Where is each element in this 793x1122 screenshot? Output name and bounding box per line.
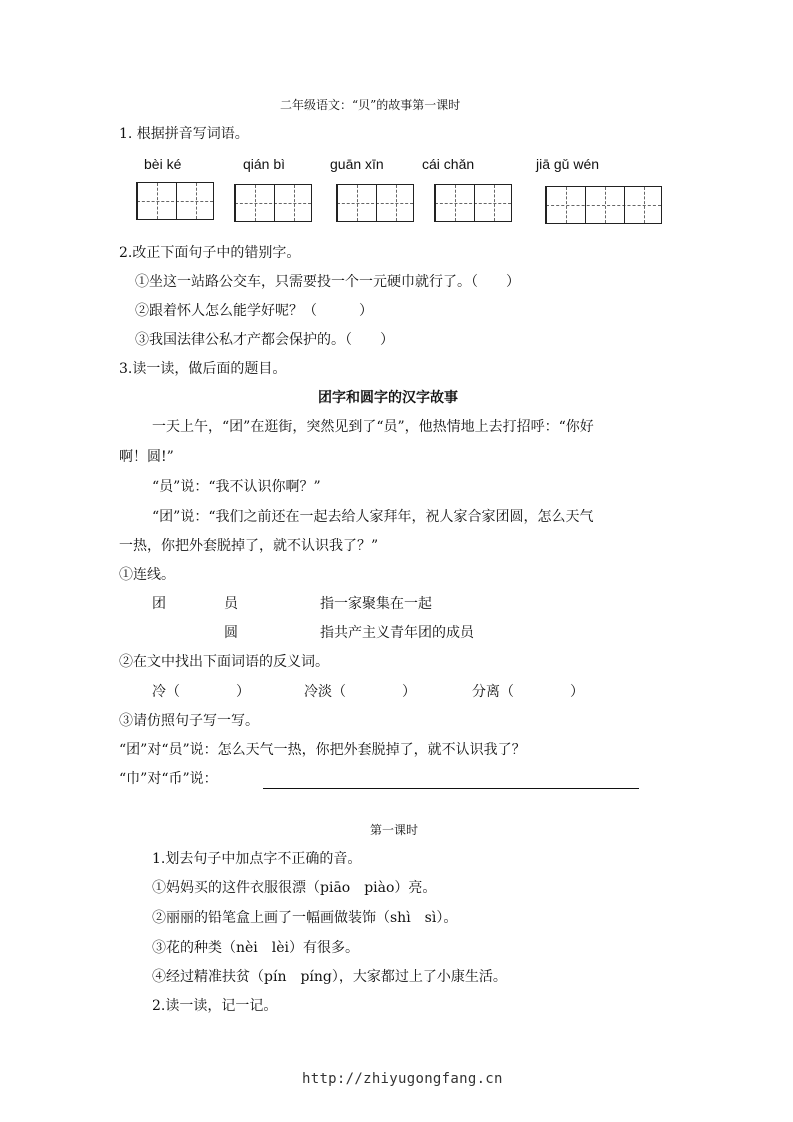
pinyin-3: guān xīn <box>330 156 384 172</box>
writing-grid-2[interactable] <box>234 184 312 222</box>
story-title: 团字和圆字的汉字故事 <box>318 389 458 405</box>
s2-q1-title: 1.划去句子中加点字不正确的音。 <box>152 851 362 867</box>
s2-item-2: ②丽丽的铅笔盒上画了一幅画做装饰（shì sì）。 <box>152 910 458 926</box>
pinyin-4: cái chǎn <box>422 156 475 172</box>
model-sentence: “团”对“员”说：怎么天气一热，你把外套脱掉了，就不认识我了？ <box>119 742 526 758</box>
q2-title: 2.改正下面句子中的错别字。 <box>119 245 301 261</box>
writing-grid-5[interactable] <box>545 186 662 224</box>
pinyin-5: jiā gǔ wén <box>536 156 600 172</box>
page-title: 二年级语文：“贝”的故事第一课时 <box>280 98 461 112</box>
prompt-sentence: “巾”对“币”说： <box>119 771 218 787</box>
writing-grid-1[interactable] <box>136 182 214 220</box>
antonym-3[interactable]: 分离（ ） <box>472 684 584 700</box>
sub1-title: ①连线。 <box>119 567 175 583</box>
q2-item-2: ②跟着怀人怎么能学好呢？（ ） <box>135 303 373 319</box>
antonym-1[interactable]: 冷（ ） <box>152 684 250 700</box>
story-p2: “员”说：“我不认识你啊？” <box>152 479 321 495</box>
q3-title: 3.读一读，做后面的题目。 <box>119 361 287 377</box>
story-p1-line1: 一天上午，“团”在逛街，突然见到了“员”，他热情地上去打招呼：“你好 <box>152 419 594 435</box>
q2-item-3: ③我国法律公私才产都会保护的。（ ） <box>135 332 394 348</box>
answer-line[interactable] <box>263 788 639 789</box>
sub3-title: ③请仿照句子写一写。 <box>119 713 259 729</box>
match-right-2[interactable]: 指共产主义青年团的成员 <box>320 625 474 641</box>
match-left-2[interactable]: 员 <box>224 596 238 612</box>
pinyin-2: qián bì <box>243 156 286 172</box>
writing-grid-4[interactable] <box>434 184 512 222</box>
match-left-1[interactable]: 团 <box>152 596 166 612</box>
s2-item-3: ③花的种类（nèi lèi）有很多。 <box>152 940 360 956</box>
match-right-1[interactable]: 指一家聚集在一起 <box>320 596 432 612</box>
story-p3-line2: 一热，你把外套脱掉了，就不认识我了？” <box>119 538 379 554</box>
story-p1-line2: 啊！圆!” <box>119 449 174 465</box>
s2-item-1: ①妈妈买的这件衣服很漂（piāo piào）亮。 <box>152 880 437 896</box>
q1-title: 1. 根据拼音写词语。 <box>119 126 249 142</box>
sub2-title: ②在文中找出下面词语的反义词。 <box>119 654 329 670</box>
s2-item-4: ④经过精准扶贫（pín píng），大家都过上了小康生活。 <box>152 969 507 985</box>
footer-url[interactable]: http://zhiyugongfang.cn <box>302 1071 503 1087</box>
pinyin-1: bèi ké <box>144 156 182 172</box>
s2-q2-title: 2.读一读，记一记。 <box>152 998 278 1014</box>
q2-item-1: ①坐这一站路公交车，只需要投一个一元硬巾就行了。（ ） <box>135 274 520 290</box>
antonym-2[interactable]: 冷淡（ ） <box>304 684 416 700</box>
match-left-3[interactable]: 圆 <box>224 625 238 641</box>
section2-title: 第一课时 <box>370 823 419 837</box>
writing-grid-3[interactable] <box>336 184 414 222</box>
story-p3-line1: “团”说：“我们之前还在一起去给人家拜年，祝人家合家团圆，怎么天气 <box>152 509 594 525</box>
